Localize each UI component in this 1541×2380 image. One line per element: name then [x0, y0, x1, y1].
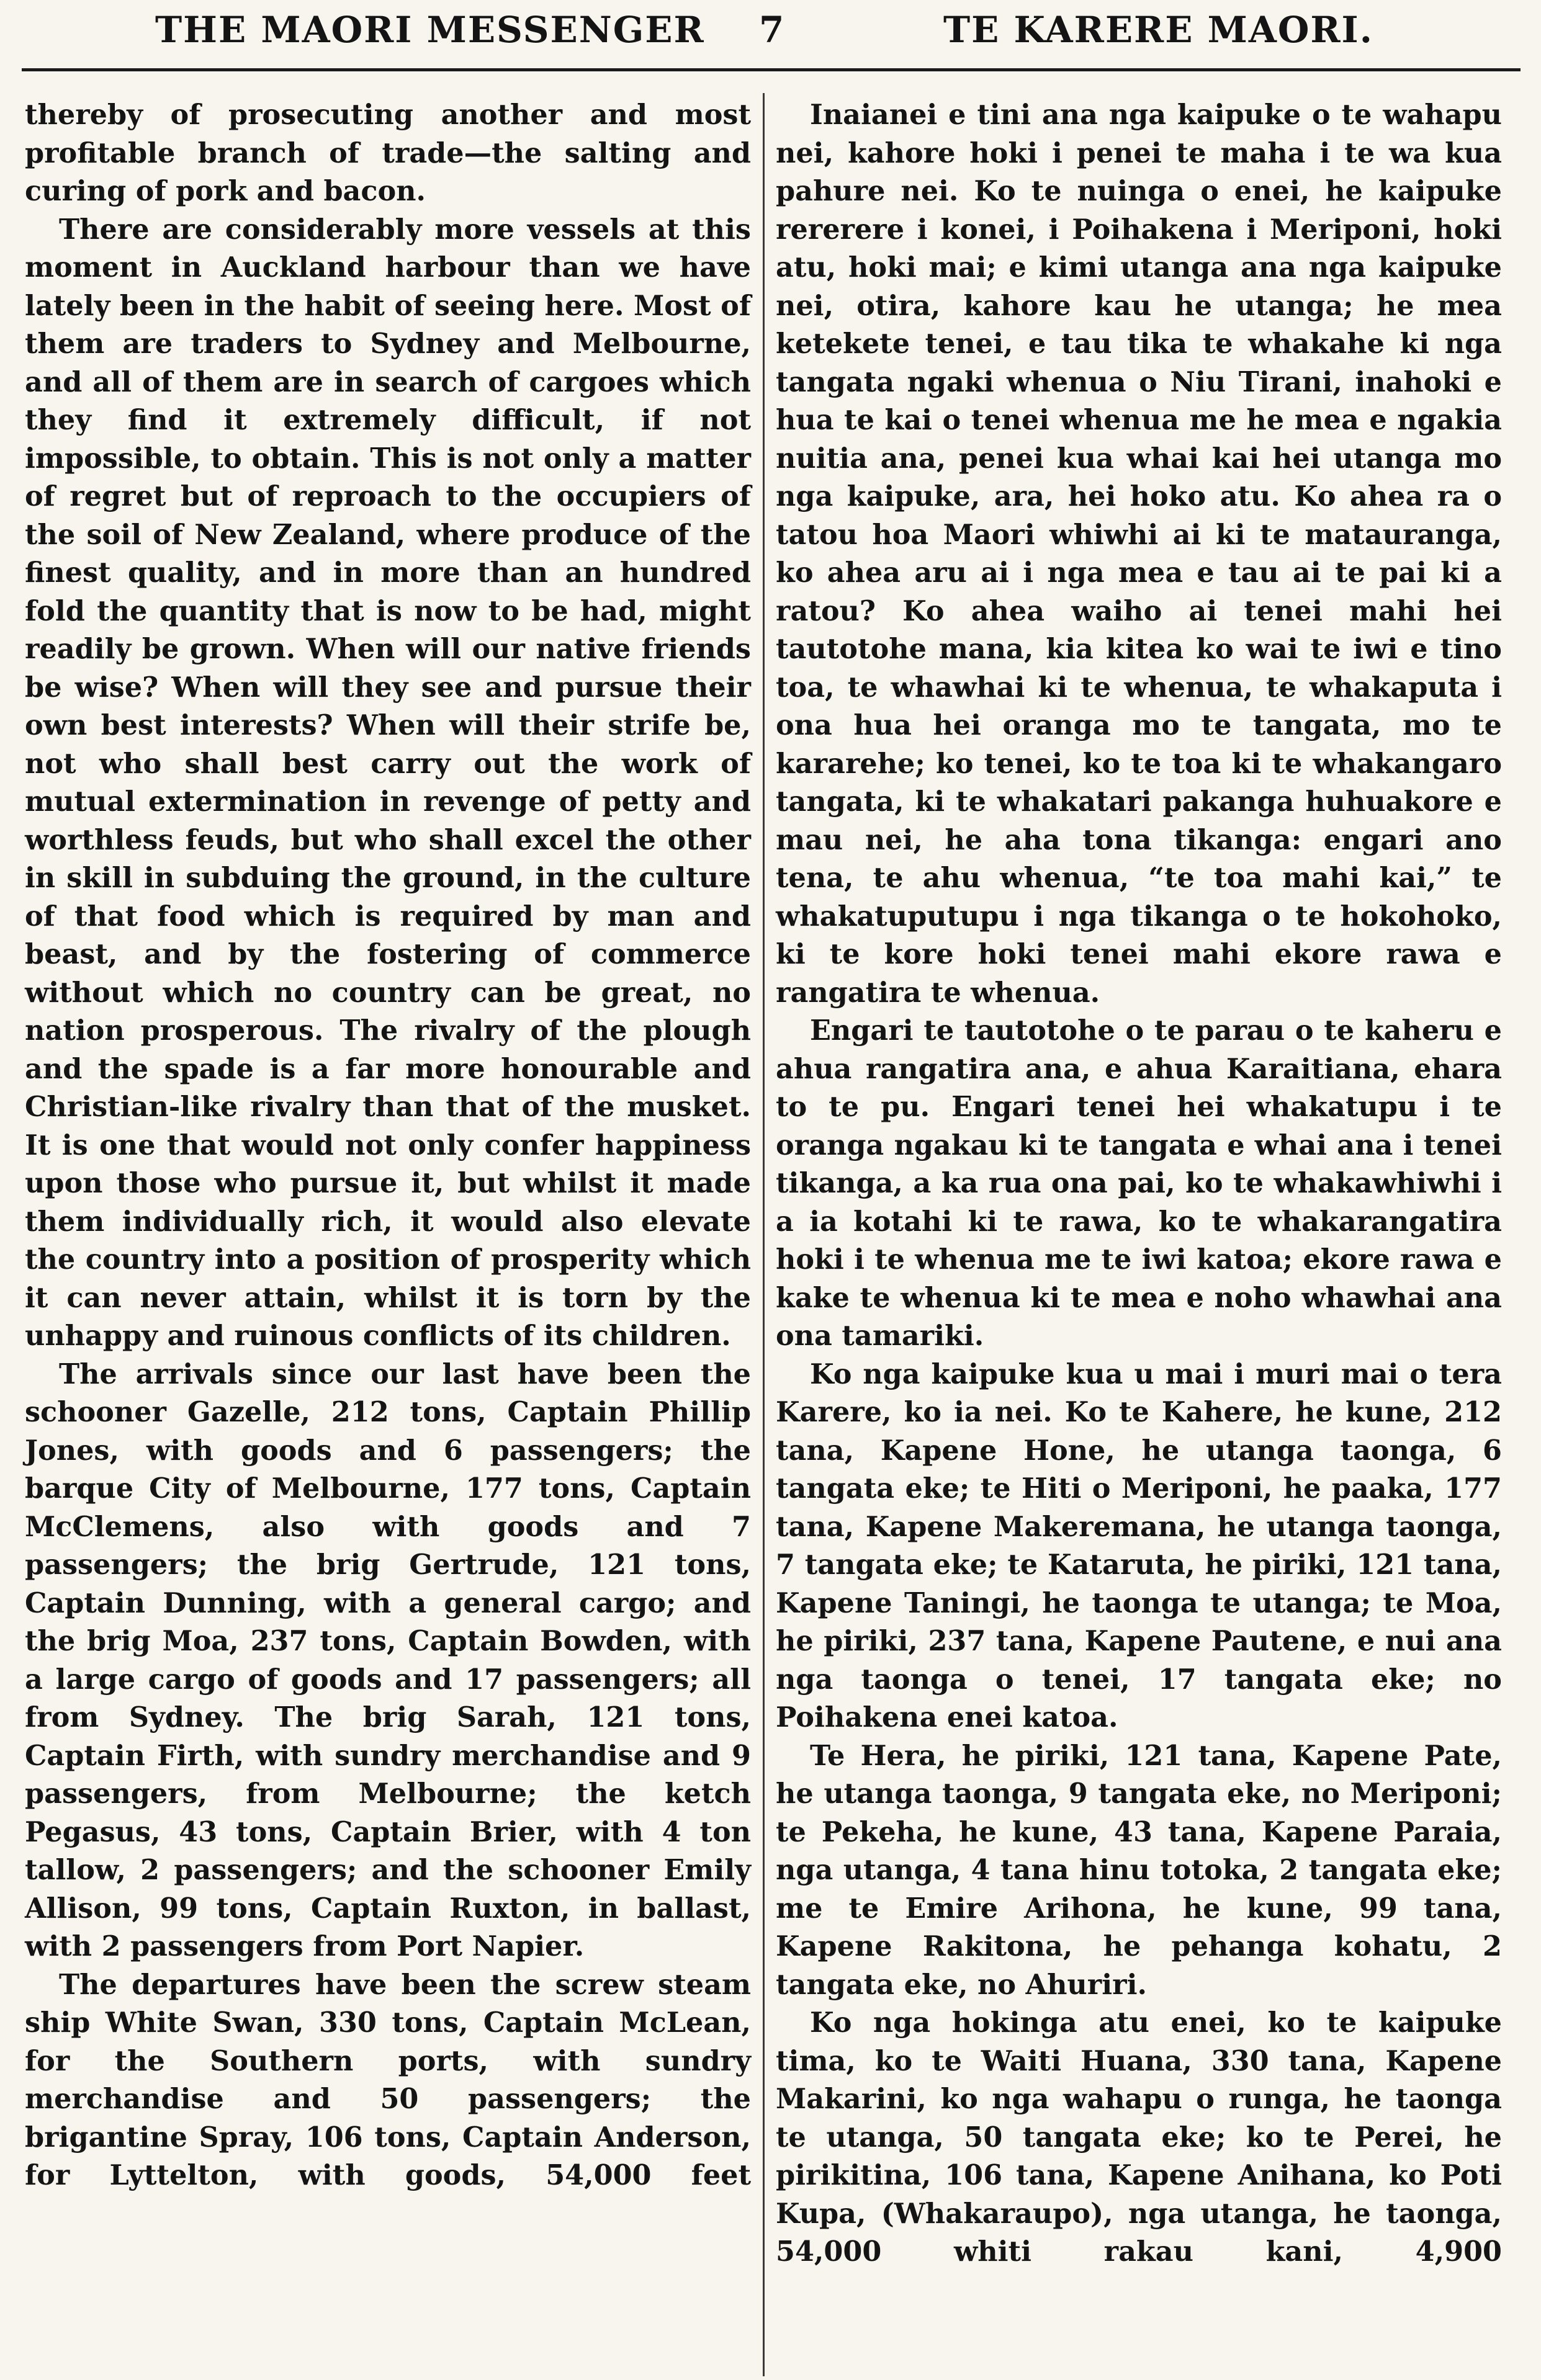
masthead-maori-title: TE KARERE MAORI.	[943, 9, 1373, 51]
maori-paragraph-1: Inaianei e tini ana nga kaipuke o te wahapu nei, kahore hoki i penei te maha i te wa kua pahure nei. Ko te nuinga o enei, he kaipuke rererere i konei, i Poihakena i Meriponi, hoki atu, hoki mai; e kimi utanga ana nga kaipuke nei, otira, kahore kau he utanga; he mea ketekete tenei, e tau tika te whakahe ki nga tangata ngaki whenua o Niu Tirani, inahoki e hua te kai o tenei whenua me he mea e ngakia nuitia ana, penei kua whai kai hei utanga mo nga kaipuke, ara, hei hoko atu. Ko ahea ra o tatou hoa Maori whiwhi ai ki te matauranga, ko ahea aru ai i nga mea e tau ai te pai ki a ratou? Ko ahea waiho ai tenei mahi hei tautotohe mana, kia kitea ko wai te iwi e tino toa, te whawhai ki te whenua, te whakaputa i ona hua hei oranga mo te tangata, mo te kararehe; ko tenei, ko te toa ki te whakangaro tangata, ki te whakatari pakanga huhuakore e mau nei, he aha tona tikanga: engari ano tena, te ahu whenua, “te toa mahi kai,” te whakatuputupu i nga tikanga o te hokohoko, ki te kore hoki tenei mahi ekore rawa e rangatira te whenua.	[776, 99, 1502, 1009]
maori-paragraph-2: Engari te tautotohe o te parau o te kaheru e ahua rangatira ana, e ahua Karaitiana, ehara to te pu. Engari tenei hei whakatupu i te oranga ngakau ki te tangata e whai ana i tenei tikanga, a ka rua ona pai, ko te whakawhiwhi i a ia kotahi ki te rawa, ko te whakarangatira hoki i te whenua me te iwi katoa; ekore rawa e kake te whenua ki te mea e noho whawhai ana ona tamariki.	[776, 1014, 1502, 1352]
maori-column	[776, 96, 1502, 2271]
english-paragraph-3: The arrivals since our last have been the schooner Gazelle, 212 tons, Captain Phillip Jones, with goods and 6 passengers; the barque City of Melbourne, 177 tons, Captain McClemens, also with goods and 7 passengers; the brig Gertrude, 121 tons, Captain Dunning, with a general cargo; and the brig Moa, 237 tons, Captain Bowden, with a large cargo of goods and 17 passengers; all from Sydney. The brig Sarah, 121 tons, Captain Firth, with sundry merchandise and 9 passengers, from Melbourne; the ketch Pegasus, 43 tons, Captain Brier, with 4 ton tallow, 2 passengers; and the schooner Emily Allison, 99 tons, Captain Ruxton, in ballast, with 2 passengers from Port Napier.	[25, 1358, 751, 1962]
header-rule	[22, 68, 1521, 71]
column-divider	[763, 93, 765, 2376]
page-number: 7	[759, 9, 786, 51]
maori-paragraph-4: Te Hera, he piriki, 121 tana, Kapene Pate, he utanga taonga, 9 tangata eke, no Meriponi; te Pekeha, he kune, 43 tana, Kapene Paraia, nga utanga, 4 tana hinu totoka, 2 tangata eke; me te Emire Arihona, he kune, 99 tana, Kapene Rakitona, he pehanga kohatu, 2 tangata eke, no Ahuriri.	[776, 1739, 1502, 2001]
english-column	[25, 96, 751, 2195]
maori-paragraph-5: Ko nga hokinga atu enei, ko te kaipuke tima, ko te Waiti Huana, 330 tana, Kapene Makarini, ko nga wahapu o runga, he taonga te utanga, 50 tangata eke; ko te Perei, he pirikitina, 106 tana, Kapene Anihana, ko Poti Kupa, (Whakaraupo), nga utanga, he taonga, 54,000 whiti rakau kani, 4,900	[776, 2006, 1502, 2268]
maori-paragraph-3: Ko nga kaipuke kua u mai i muri mai o tera Karere, ko ia nei. Ko te Kahere, he kune, 212 tana, Kapene Hone, he utanga taonga, 6 tangata eke; te Hiti o Meriponi, he paaka, 177 tana, Kapene Makeremana, he utanga taonga, 7 tangata eke; te Kataruta, he piriki, 121 tana, Kapene Taningi, he taonga te utanga; te Moa, he piriki, 237 tana, Kapene Pautene, e nui ana nga taonga o tenei, 17 tangata eke; no Poihakena enei katoa.	[776, 1358, 1502, 1734]
masthead-english-title: THE MAORI MESSENGER	[155, 9, 705, 51]
english-paragraph-4: The departures have been the screw steam ship White Swan, 330 tons, Captain McLean, for the Southern ports, with sundry merchandise and 50 passengers; the brigantine Spray, 106 tons, Captain Anderson, for Lyttelton, with goods, 54,000 feet	[25, 1968, 751, 2191]
english-paragraph-2: There are considerably more vessels at this moment in Auckland harbour than we have lately been in the habit of seeing here. Most of them are traders to Sydney and Melbourne, and all of them are in search of cargoes which they find it extremely difficult, if not impossible, to obtain. This is not only a matter of regret but of reproach to the occupiers of the soil of New Zealand, where produce of the finest quality, and in more than an hundred fold the quantity that is now to be had, might readily be grown. When will our native friends be wise? When will they see and pursue their own best interests? When will their strife be, not who shall best carry out the work of mutual extermination in revenge of petty and worthless feuds, but who shall excel the other in skill in subduing the ground, in the culture of that food which is required by man and beast, and by the fostering of commerce without which no country can be great, no nation prosperous. The rivalry of the plough and the spade is a far more honourable and Christian-like rivalry than that of the musket. It is one that would not only confer happiness upon those who pursue it, but whilst it made them individually rich, it would also elevate the country into a position of prosperity which it can never attain, whilst it is torn by the unhappy and ruinous conflicts of its children.	[25, 213, 751, 1352]
english-paragraph-1: thereby of prosecuting another and most profitable branch of trade—the salting and curing of pork and bacon.	[25, 99, 751, 207]
masthead	[25, 0, 1514, 60]
